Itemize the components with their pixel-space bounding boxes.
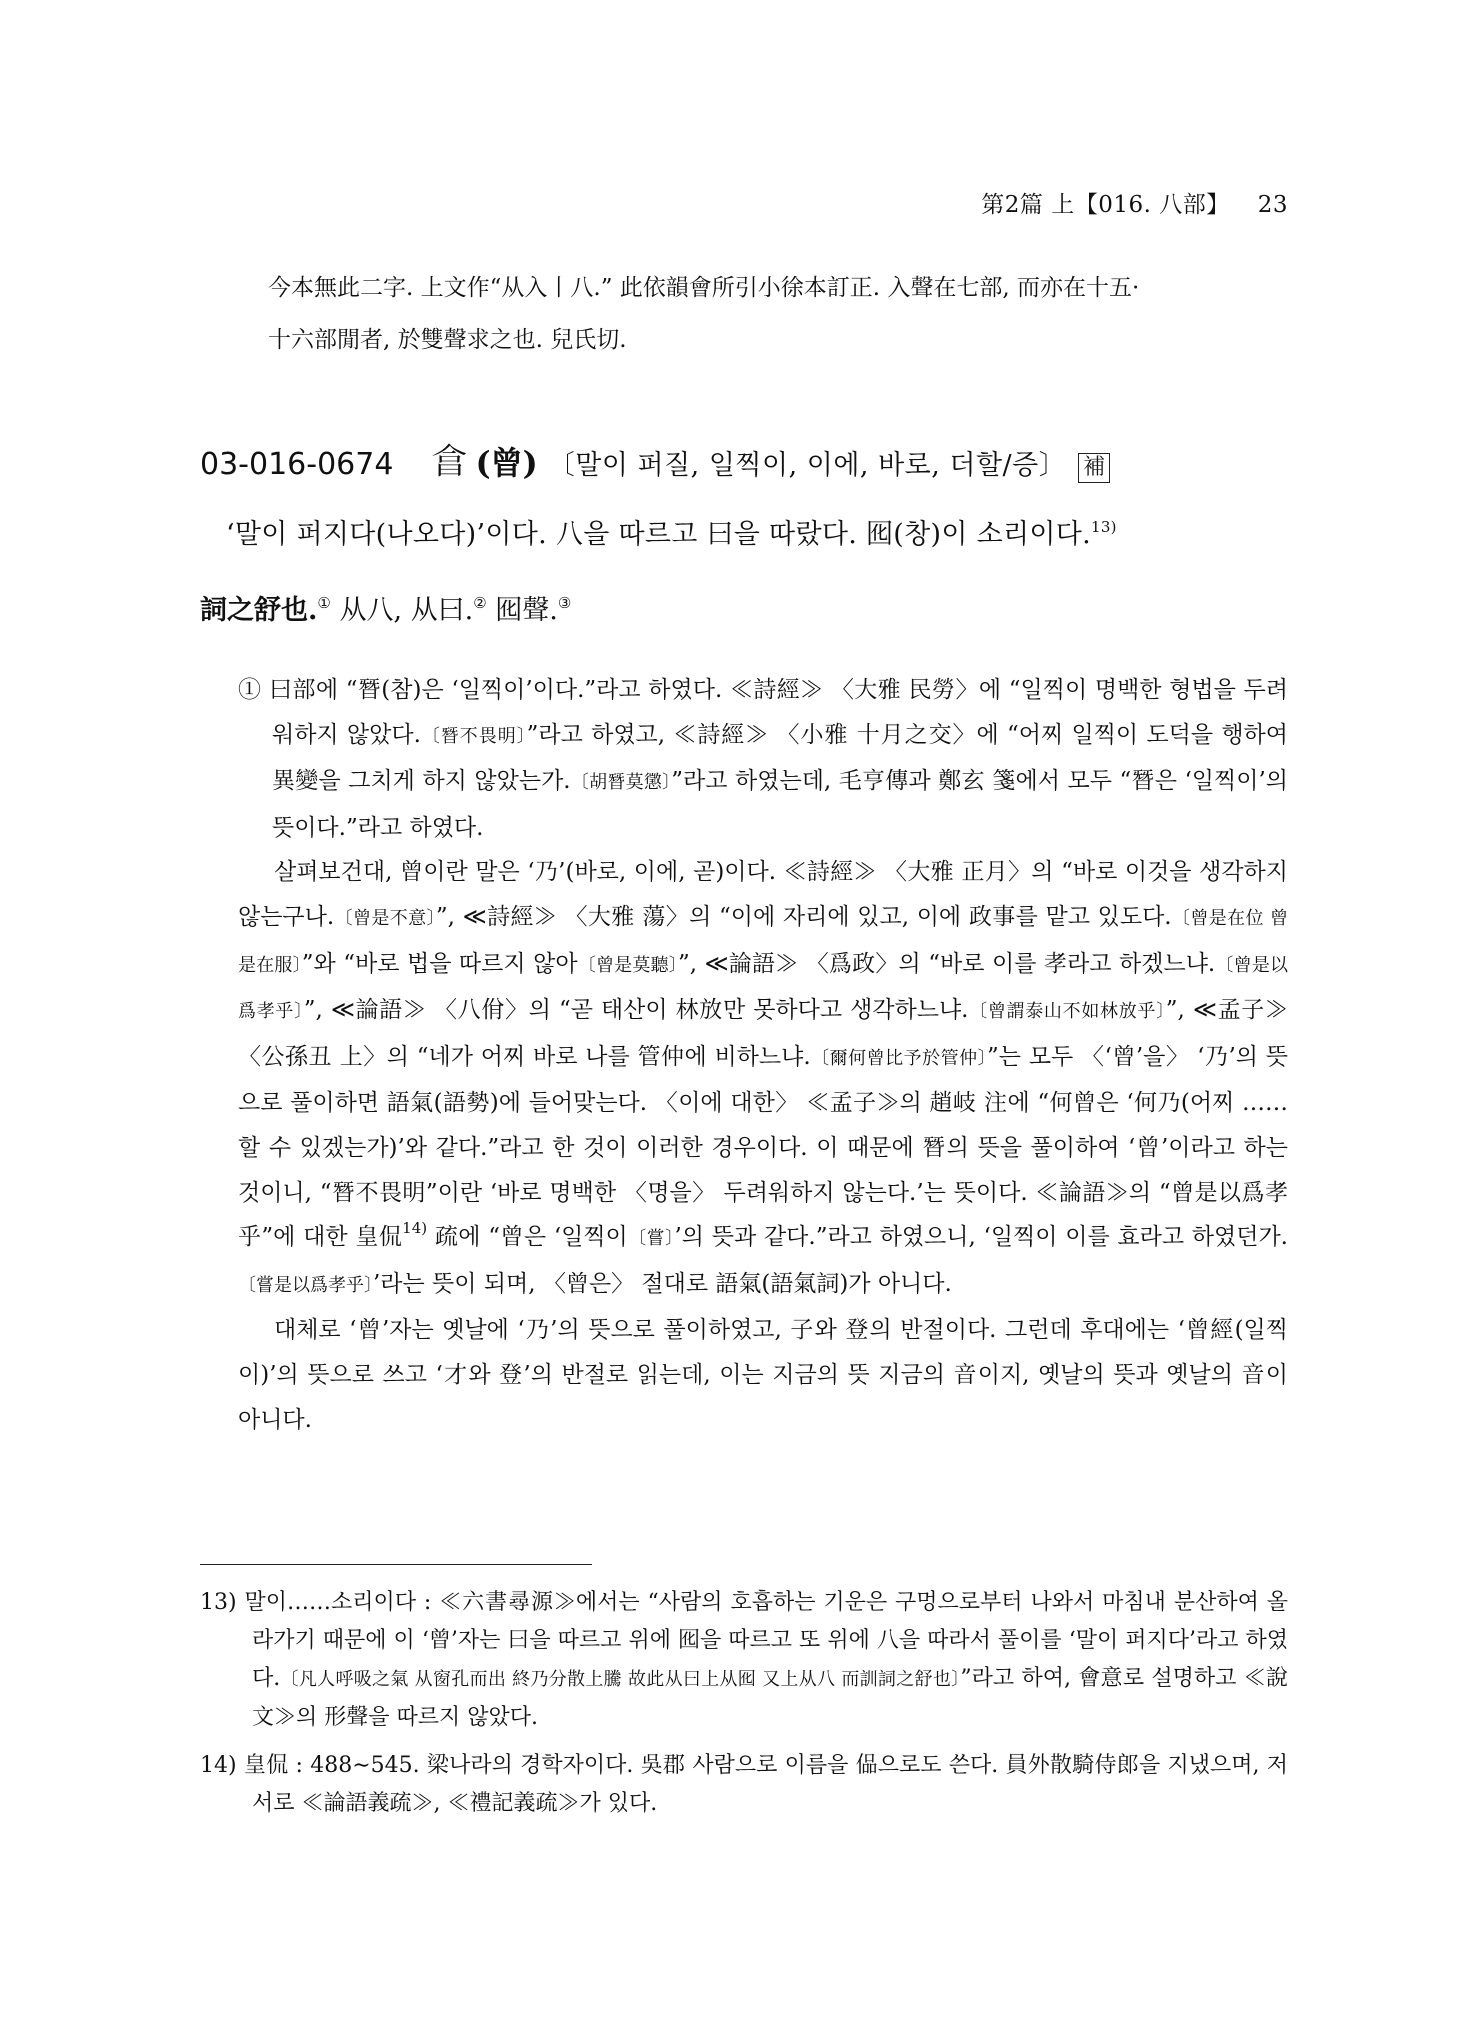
note-ref: ①	[317, 594, 331, 612]
footnotes	[200, 1584, 1288, 1833]
section-title: 第2篇 上【016. 八部】	[981, 192, 1230, 218]
carryover-text	[268, 262, 1288, 366]
note-paragraph: 살펴보건대, 曾이란 말은 ‘乃’(바로, 이에, 곧)이다. ≪詩經≫ 〈大雅 正月〉의 “바로 이것을 생각하지 않는구나.〔曾是不意〕”, ≪詩經≫ 〈大雅 蕩〉의 “이에 자리에 있고, 이에 政事를 맡고 있도다.〔曾是在位 曾是在服〕”와 “바로 법을 따르지 않아〔曾是莫聽〕”, ≪論語≫ 〈爲政〉의 “바로 이를 孝라고 하겠느냐.〔曾是以爲孝乎〕”, ≪論語≫ 〈八佾〉의 “곧 태산이 林放만 못하다고 생각하느냐.〔曾謂泰山不如林放乎〕”, ≪孟子≫ 〈公孫丑 上〉의 “네가 어찌 바로 나를 管仲에 비하느냐.〔爾何曾比予於管仲〕”는 모두 〈‘曾’을〉 ‘乃’의 뜻으로 풀이하면 語氣(語勢)에 들어맞는다. 〈이에 대한〉 ≪孟子≫의 趙岐 注에 “何曾은 ‘何乃(어찌 ……할 수 있겠는가)’와 같다.”라고 한 것이 이러한 경우이다. 이 때문에 朁의 뜻을 풀이하여 ‘曾’이라고 하는 것이니, “朁不畏明”이란 ‘바로 명백한 〈명을〉 두려워하지 않는다.’는 뜻이다. ≪論語≫의 “曾是以爲孝乎”에 대한 皇侃$^{14)}$ 疏에 “曾은 ‘일찍이〔嘗〕’의 뜻과 같다.”라고 하였으니, ‘일찍이 이를 효라고 하였던가.〔嘗是以爲孝乎〕’라는 뜻이 되며, 〈曾은〉 절대로 語氣(語氣詞)가 아니다.	[238, 859, 1289, 1297]
carryover-line: 十六部閒者, 於雙聲求之也. 兒氏切.	[268, 327, 627, 353]
footnote-ref: 14)	[402, 1219, 428, 1238]
carryover-line: 今本無此二字. 上文作“从入丨八.” 此依韻會所引小徐本訂正. 入聲在七部, 而亦在十五·	[268, 275, 1140, 301]
entry-heading	[200, 438, 1300, 484]
note-ref: ②	[473, 594, 487, 612]
entry-id: 03-016-0674	[200, 447, 394, 482]
commentary-notes	[238, 668, 1288, 1442]
korean-gloss	[226, 512, 1306, 551]
source-phrase: 詞之舒也.	[200, 595, 318, 626]
footnote-ref: 13)	[1091, 518, 1117, 536]
footnote-14: 14) 皇侃 : 488∼545. 梁나라의 경학자이다. 吳郡 사람으로 이름을 偘으로도 쓴다. 員外散騎侍郎을 지냈으며, 저서로 ≪論語義疏≫, ≪禮記義疏≫가 있다.	[200, 1753, 1288, 1816]
note-paragraph: 대체로 ‘曾’자는 옛날에 ‘乃’의 뜻으로 풀이하였고, 子와 登의 반절이다. 그런데 후대에는 ‘曾經(일찍이)’의 뜻으로 쓰고 ‘才와 登’의 반절로 읽는데, 이는 지금의 뜻 지금의 音이지, 옛날의 뜻과 옛날의 音이 아니다.	[238, 1317, 1288, 1433]
note-ref: ③	[557, 594, 572, 612]
shuowen-source-text	[200, 588, 1280, 627]
note-1: ① 曰部에 “朁(참)은 ‘일찍이’이다.”라고 하였다. ≪詩經≫ 〈大雅 民勞〉에 “일찍이 명백한 형법을 두려워하지 않았다.〔朁不畏明〕”라고 하였고, ≪詩經≫ 〈小雅 十月之交〉에 “어찌 일찍이 도덕을 행하여 異變을 그치게 하지 않았는가.〔胡朁莫懲〕”라고 하였는데, 毛亨傳과 鄭玄 箋에서 모두 “朁은 ‘일찍이’의 뜻이다.”라고 하였다.	[238, 677, 1288, 841]
source-phrase: 从八, 从曰.	[330, 595, 474, 626]
seal-script-glyph: 𣌭	[431, 442, 468, 483]
running-head	[981, 186, 1288, 219]
entry-meanings: 〔말이 퍼질, 일찍이, 이에, 바로, 더할/증〕	[547, 450, 1067, 481]
footnote-13: 13) 말이……소리이다 : ≪六書尋源≫에서는 “사람의 호흡하는 기운은 구멍으로부터 나와서 마침내 분산하여 올라가기 때문에 이 ‘曾’자는 曰을 따르고 위에 囮을 따르고 또 위에 八을 따라서 풀이를 ‘말이 퍼지다’라고 하였다.〔凡人呼吸之氣 从窗孔而出 終乃分散上騰 故此从曰上从囮 又上从八 而訓詞之舒也〕”라고 하여, 會意로 설명하고 ≪說文≫의 形聲을 따르지 않았다.	[200, 1590, 1288, 1730]
supplement-badge: 補	[1078, 453, 1110, 483]
entry-character: (曾)	[475, 444, 538, 482]
source-phrase: 囮聲.	[486, 595, 558, 626]
footnote-divider	[200, 1564, 592, 1565]
gloss-text: ‘말이 퍼지다(나오다)’이다. 八을 따르고 曰을 따랐다. 囮(창)이 소리이다.	[226, 519, 1091, 550]
page-number: 23	[1257, 192, 1288, 218]
